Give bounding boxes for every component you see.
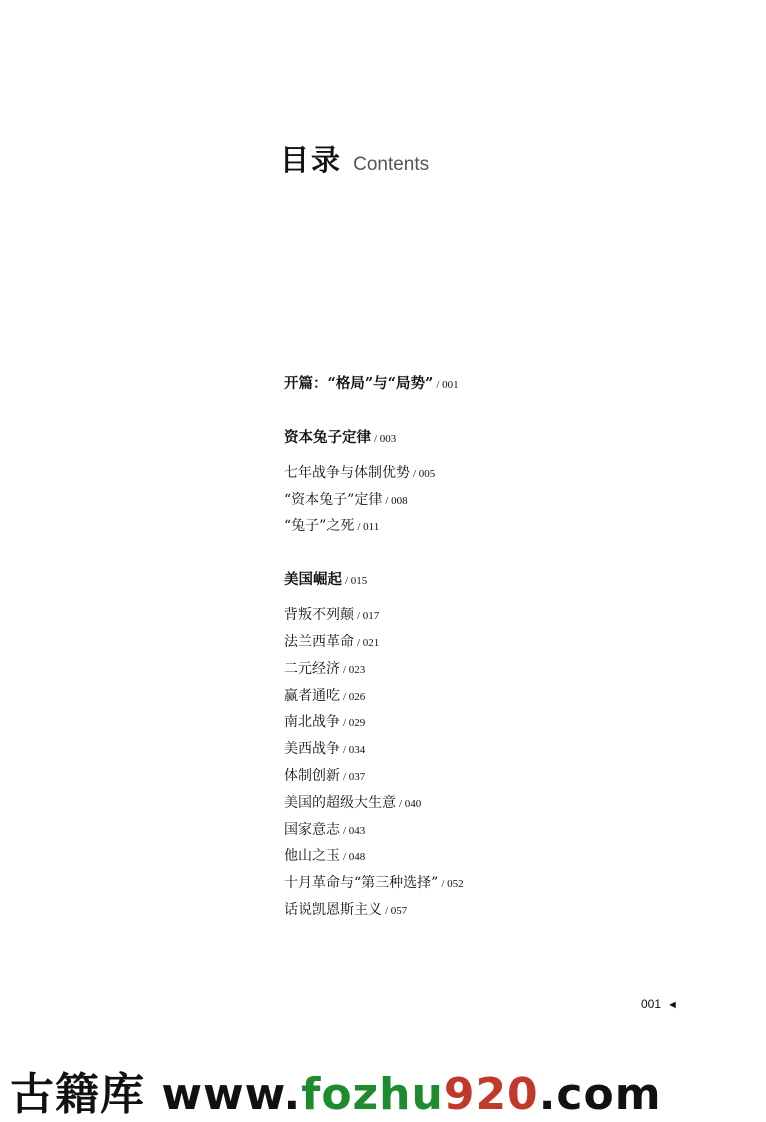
toc-entry[interactable] [284,429,396,448]
toc-entry[interactable] [284,464,435,483]
toc-entry-title: 七年战争与体制优势 [284,465,410,481]
toc-entry-title: “兔子”之死 [284,518,355,534]
watermark [10,1058,662,1122]
toc-entry[interactable] [284,571,367,590]
watermark-site-name: 古籍库 [10,1069,145,1120]
toc-entry-page: / 017 [357,610,380,622]
toc-entry-title: “资本兔子”定律 [284,492,383,508]
title-english: Contents [353,154,430,175]
left-triangle-icon: ◄ [667,999,678,1011]
toc-entry[interactable] [284,740,365,759]
toc-entry-page: / 057 [385,905,408,917]
toc-entry[interactable] [284,874,464,893]
toc-entry-title: 他山之玉 [284,848,340,864]
toc-entry[interactable] [284,517,379,536]
toc-entry[interactable] [284,821,365,840]
toc-entry-title: 美国崛起 [284,571,342,588]
watermark-www: www. [161,1069,302,1120]
toc-entry-title: 体制创新 [284,768,340,784]
toc-entry-title: 二元经济 [284,661,340,677]
toc-entry-page: / 037 [343,771,366,783]
watermark-domain-number: 920 [443,1069,539,1120]
toc-entry-page: / 052 [441,878,464,890]
title-chinese: 目录 [280,143,343,177]
page-number [641,997,678,1011]
toc-entry-title: 开篇：“格局”与“局势” [284,375,434,392]
toc-entry[interactable] [284,660,365,679]
toc-entry-page: / 011 [357,521,380,533]
toc-entry-page: / 048 [343,851,366,863]
toc-entry-page: / 029 [343,717,366,729]
toc-entry-page: / 023 [343,664,366,676]
toc-entry[interactable] [284,901,407,920]
toc-entry-title: 美西战争 [284,741,340,757]
toc-entry-title: 国家意志 [284,822,340,838]
toc-entry-title: 十月革命与“第三种选择” [284,875,439,891]
toc-entry-title: 法兰西革命 [284,634,354,650]
toc-entry-page: / 040 [399,798,422,810]
toc-entry-page: / 034 [343,744,366,756]
toc-entry[interactable] [284,491,408,510]
toc-entry-title: 资本兔子定律 [284,429,371,446]
toc-entry-page: / 008 [385,495,408,507]
toc-entry-title: 美国的超级大生意 [284,795,396,811]
toc-entry[interactable] [284,794,421,813]
toc-entry-page: / 003 [374,433,397,445]
toc-entry[interactable] [284,375,459,394]
watermark-tld: .com [538,1069,662,1120]
toc-entry-page: / 005 [413,468,436,480]
toc-entry-title: 南北战争 [284,714,340,730]
toc-entry[interactable] [284,687,365,706]
toc-entry-page: / 026 [343,691,366,703]
toc-entry[interactable] [284,606,379,625]
toc-entry-title: 话说凯恩斯主义 [284,902,382,918]
toc-entry-title: 背叛不列颠 [284,607,354,623]
toc-entry-title: 赢者通吃 [284,688,340,704]
toc-entry-page: / 015 [345,575,368,587]
toc-title [280,138,429,179]
toc-entry[interactable] [284,767,365,786]
toc-entry-page: / 021 [357,637,380,649]
toc-entry[interactable] [284,713,365,732]
toc-entry-page: / 001 [436,379,459,391]
toc-entry[interactable] [284,633,379,652]
toc-entry-page: / 043 [343,825,366,837]
page-number-text: 001 [641,997,662,1011]
watermark-domain-name: fozhu [301,1069,444,1120]
toc-entry[interactable] [284,847,365,866]
